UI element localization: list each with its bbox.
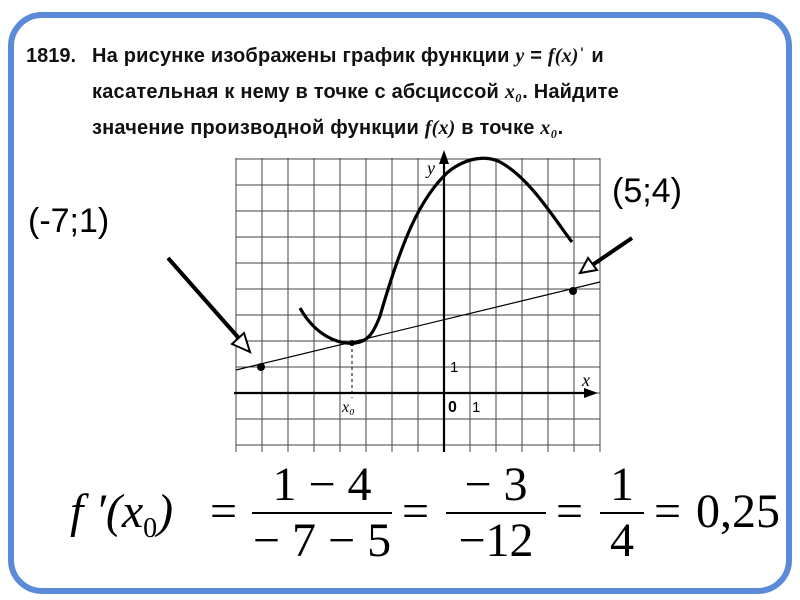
- callout-left-point: (-7;1): [28, 202, 110, 240]
- derivative-formula: [60, 458, 780, 567]
- equals-3: =: [556, 485, 584, 538]
- formula-result: 0,25: [696, 485, 780, 538]
- fraction-1: 1 − 4 − 7 − 5: [252, 458, 392, 567]
- equals-2: =: [402, 485, 430, 538]
- x0-label: x₀: [342, 399, 355, 416]
- arrow-left: [168, 258, 244, 344]
- x-unit-label: 1: [472, 399, 481, 416]
- problem-line-3: значение производной функции f(x) в точке x₀.: [92, 117, 564, 139]
- arrow-right: [588, 238, 632, 268]
- equals-4: =: [654, 485, 682, 538]
- arrow-right-head: [580, 258, 597, 273]
- callout-right-point: (5;4): [612, 172, 682, 210]
- problem-number: 1819.: [26, 45, 77, 67]
- problem-line-1: На рисунке изображены график функции y = f(x)ˈ и: [92, 45, 604, 67]
- origin-label: 0: [448, 399, 457, 416]
- y-axis-label: y: [427, 158, 435, 178]
- equals-1: =: [210, 485, 238, 538]
- fraction-2: − 3 −12: [446, 462, 546, 564]
- formula-lhs: f $'(x_0)$: [70, 485, 174, 544]
- y-unit-label: 1: [450, 359, 459, 376]
- problem-line-2: касательная к нему в точке с абсциссой x₀. Найдите: [92, 81, 619, 103]
- fraction-3: 1 4: [600, 462, 644, 564]
- x-axis-label: x: [582, 370, 590, 390]
